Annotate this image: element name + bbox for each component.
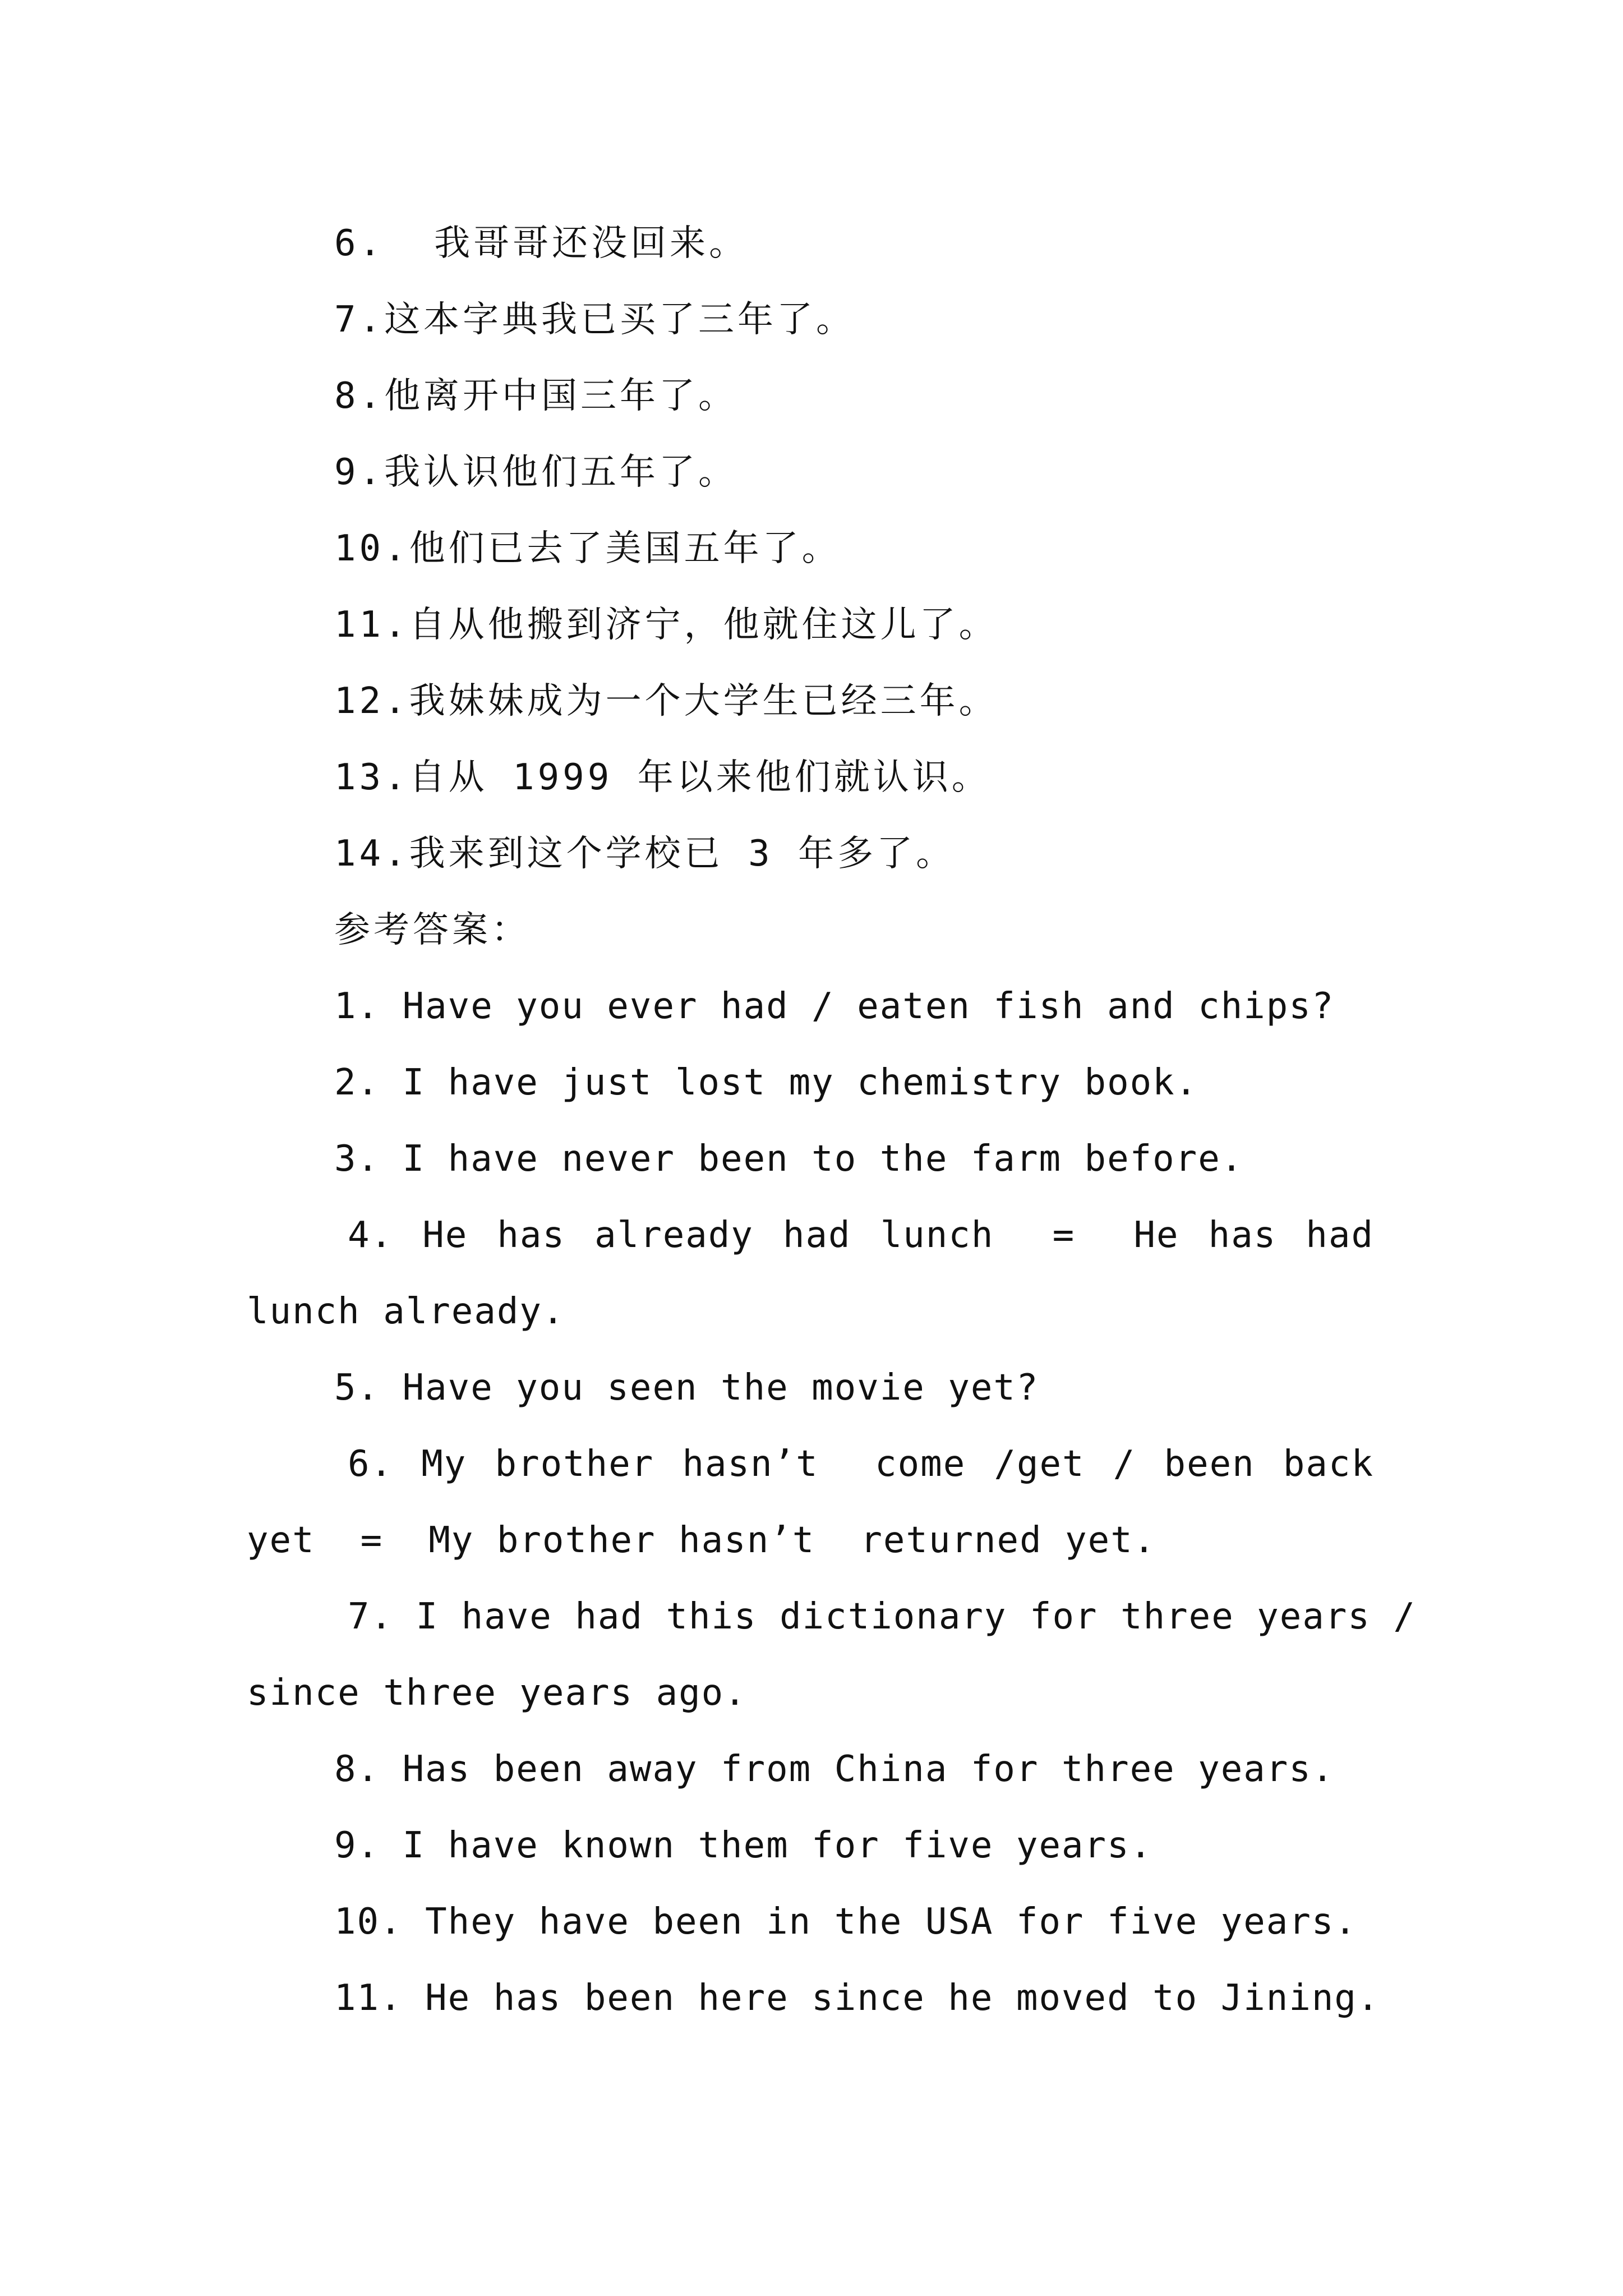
question-12: 12.我妹妹成为一个大学生已经三年。 [334, 680, 998, 722]
answer-6-line-2: yet = My brother hasn’t returned yet. [247, 1520, 1156, 1561]
answer-11: 11. He has been here since he moved to Jining. [334, 1977, 1380, 2019]
answers-heading: 参考答案： [334, 909, 531, 951]
answer-3: 3. I have never been to the farm before. [334, 1138, 1244, 1180]
question-13: 13.自从 1999 年以来他们就认识。 [334, 757, 991, 798]
question-11: 11.自从他搬到济宁，他就住这儿了。 [334, 604, 998, 646]
answer-8: 8. Has been away from China for three years. [334, 1749, 1335, 1790]
answer-4-line-1: 4. He has already had lunch = He has had [348, 1214, 1374, 1256]
answer-7-line-1: 7. I have had this dictionary for three years / [348, 1596, 1416, 1637]
answer-1: 1. Have you ever had / eaten fish and chips? [334, 986, 1335, 1027]
answer-4-line-2: lunch already. [247, 1291, 565, 1332]
question-9: 9.我认识他们五年了。 [334, 452, 738, 493]
answer-2: 2. I have just lost my chemistry book. [334, 1062, 1198, 1103]
answer-5: 5. Have you seen the movie yet? [334, 1367, 1039, 1409]
question-7: 7.这本字典我已买了三年了。 [334, 299, 856, 341]
question-10: 10.他们已去了美国五年了。 [334, 528, 841, 569]
question-14: 14.我来到这个学校已 3 年多了。 [334, 833, 956, 875]
question-8: 8.他离开中国三年了。 [334, 375, 738, 417]
answer-10: 10. They have been in the USA for five years. [334, 1901, 1357, 1943]
answer-7-line-2: since three years ago. [247, 1672, 747, 1714]
answer-6-line-1: 6. My brother hasn’t come /get / been back [348, 1443, 1374, 1485]
question-6: 6. 我哥哥还没回来。 [334, 223, 749, 264]
answer-9: 9. I have known them for five years. [334, 1825, 1153, 1866]
